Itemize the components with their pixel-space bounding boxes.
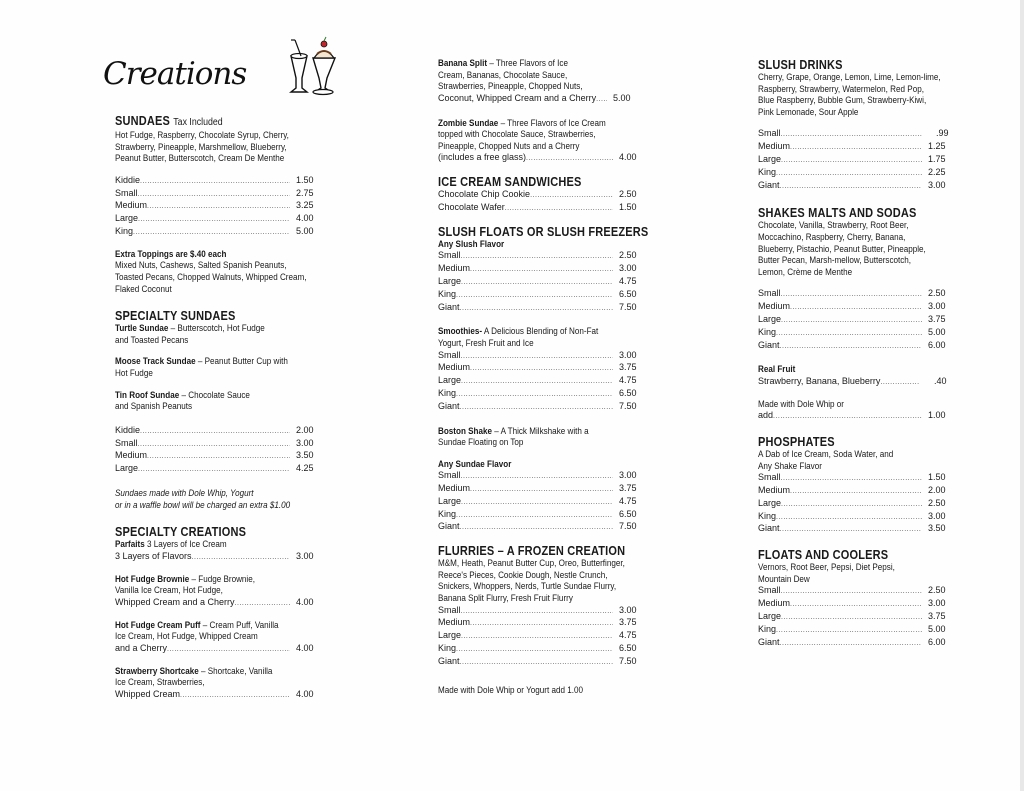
price-row: King ..... 6.50 — [438, 509, 643, 522]
menu-item-zombie-sundae: Zombie Sundae – Three Flavors of Ice Cream topped with Chocolate Sauce, Strawberries, Pineapple, Chopped Nuts and a Cherry (includes a free glass) ..... 4.00 — [438, 118, 643, 166]
price-row: Small ..... 3.00 — [438, 350, 643, 363]
price-row: Large ..... 4.75 — [438, 630, 643, 643]
description-line: Mountain Dew — [758, 573, 810, 584]
price-row: King ..... 5.00 — [758, 327, 958, 340]
menu-item-turtle: Turtle Sundae – Butterscotch, Hot Fudge and Toasted Pecans — [115, 323, 265, 345]
description-line: Banana Split Flurry, Fresh Fruit Flurry — [438, 593, 573, 604]
price-row: Small ..... 1.50 — [758, 472, 958, 485]
price-row: Kiddie ..... 2.00 — [115, 425, 320, 438]
price-row: Medium ..... 1.25 — [758, 141, 958, 154]
section-title: SPECIALTY SUNDAES — [115, 309, 236, 324]
toppings-title: Extra Toppings are $.40 each — [115, 248, 227, 259]
flurries-section — [438, 544, 643, 696]
section-title: ICE CREAM SANDWICHES — [438, 175, 582, 190]
price-row: Large ..... 3.75 — [758, 314, 958, 327]
price-row: Medium ..... 3.75 — [438, 483, 643, 496]
description-line: Peanut Butter, Butterscotch, Cream De Menthe — [115, 153, 285, 164]
price-row: Medium ..... 3.75 — [438, 617, 643, 630]
price-row: Large ..... 3.75 — [758, 611, 958, 624]
price-row: Giant ..... 6.00 — [758, 340, 958, 353]
price-row: Small ..... 3.00 — [438, 605, 643, 618]
menu-item-real-fruit: Real Fruit Strawberry, Banana, Blueberry ..... .40 — [758, 364, 958, 388]
section-title: SUNDAES Tax Included — [115, 114, 223, 128]
section-title: FLOATS AND COOLERS — [758, 548, 889, 563]
shakes-malts-sodas-section — [758, 206, 958, 423]
menu-item-dole-whip: Made with Dole Whip or add ..... 1.00 — [758, 399, 958, 423]
description-line: Snickers, Whoppers, Nerds, Turtle Sundae Flurry, — [438, 581, 617, 592]
price-row: Large ..... 1.75 — [758, 154, 958, 167]
price-row: Giant ..... 3.00 — [758, 180, 958, 193]
brand-title: Creations — [103, 56, 247, 92]
price-row: Large ..... 4.00 — [115, 213, 320, 226]
slush-drinks-section — [758, 58, 958, 192]
description-line: Reece's Pieces, Cookie Dough, Nestle Crunch, — [438, 569, 608, 580]
price-row: King ..... 2.25 — [758, 167, 958, 180]
price-row: King ..... 6.50 — [438, 289, 643, 302]
description-line: Blue Raspberry, Bubble Gum, Strawberry-Kiwi, — [758, 95, 927, 106]
price-row: Large ..... 4.25 — [115, 463, 320, 476]
price-row: Small ..... 3.00 — [438, 470, 643, 483]
price-row: King ..... 3.00 — [758, 511, 958, 524]
price-row: Medium ..... 3.75 — [438, 362, 643, 375]
description-line: Pink Lemonade, Sour Apple — [758, 106, 859, 117]
price-row: Small ..... 2.75 — [115, 188, 320, 201]
price-row: Small ..... 2.50 — [758, 288, 958, 301]
menu-column-middle — [438, 58, 649, 696]
slush-floats-section — [438, 224, 649, 535]
ice-cream-sandwiches-section — [438, 175, 643, 215]
price-row: Medium ..... 3.00 — [758, 301, 958, 314]
section-subtitle: Any Slush Flavor — [438, 238, 505, 249]
toppings-line: Flaked Coconut — [115, 283, 172, 294]
description-line: Any Shake Flavor — [758, 460, 822, 471]
menu-item-hot-fudge-brownie: Hot Fudge Brownie – Fudge Brownie, Vanilla Ice Cream, Hot Fudge, Whipped Cream and a Cherry ..... 4.00 — [115, 574, 320, 610]
price-row: King ..... 5.00 — [115, 226, 320, 239]
section-title: SLUSH FLOATS OR SLUSH FREEZERS — [438, 224, 649, 239]
menu-item-moose-track: Moose Track Sundae – Peanut Butter Cup with Hot Fudge — [115, 356, 288, 378]
section-title: SHAKES MALTS AND SODAS — [758, 206, 917, 221]
floats-coolers-section — [758, 548, 958, 649]
description-line: Chocolate, Vanilla, Strawberry, Root Beer, — [758, 220, 909, 231]
price-row: King ..... 6.50 — [438, 643, 643, 656]
price-row: Giant ..... 6.00 — [758, 637, 958, 650]
price-row: Giant ..... 7.50 — [438, 521, 643, 534]
price-row: Chocolate Chip Cookie ..... 2.50 — [438, 189, 643, 202]
price-row: Giant ..... 3.50 — [758, 523, 958, 536]
description-line: Raspberry, Strawberry, Watermelon, Red Pop, — [758, 83, 924, 94]
specialty-sundaes-section — [115, 309, 320, 511]
price-row: Small ..... .99 — [758, 128, 958, 141]
menu-item-parfaits: Parfaits 3 Layers of Ice Cream 3 Layers of Flavors ..... 3.00 — [115, 539, 320, 563]
menu-item-hot-fudge-cream-puff: Hot Fudge Cream Puff – Cream Puff, Vanilla Ice Cream, Hot Fudge, Whipped Cream and a Cherry ..... 4.00 — [115, 620, 320, 656]
price-row: Chocolate Wafer ..... 1.50 — [438, 202, 643, 215]
section-title: PHOSPHATES — [758, 435, 835, 450]
scan-edge — [1020, 0, 1024, 791]
description-line: Vernors, Root Beer, Pepsi, Diet Pepsi, — [758, 562, 895, 573]
section-title: FLURRIES – A FROZEN CREATION — [438, 544, 626, 559]
price-row: King ..... 6.50 — [438, 388, 643, 401]
menu-item-smoothies: Smoothies- A Delicious Blending of Non-Fat Yogurt, Fresh Fruit and Ice Small ..... 3.00 Medium ..... 3.75 Large ..... 4.75 King ..... 6.50 Giant ..... 7.50 — [438, 326, 643, 413]
price-row: Giant ..... 7.50 — [438, 401, 643, 414]
description-line: Moccachino, Raspberry, Cherry, Banana, — [758, 231, 906, 242]
menu-item-strawberry-shortcake: Strawberry Shortcake – Shortcake, Vanilla Ice Cream, Strawberries, Whipped Cream ..... 4.00 — [115, 666, 320, 702]
phosphates-section — [758, 435, 958, 536]
toppings-line: Mixed Nuts, Cashews, Salted Spanish Peanuts, — [115, 260, 287, 271]
toppings-line: Toasted Pecans, Chopped Walnuts, Whipped Cream, — [115, 271, 307, 282]
milkshake-sundae-icon — [285, 36, 345, 98]
price-row: Large ..... 4.75 — [438, 276, 643, 289]
price-row: Medium ..... 3.00 — [438, 263, 643, 276]
description-line: Strawberry, Pineapple, Marshmellow, Blueberry, — [115, 141, 287, 152]
price-row: Small ..... 3.00 — [115, 438, 320, 451]
description-line: Hot Fudge, Raspberry, Chocolate Syrup, Cherry, — [115, 130, 289, 140]
price-row: King ..... 5.00 — [758, 624, 958, 637]
description-line: M&M, Heath, Peanut Butter Cup, Oreo, Butterfinger, — [438, 558, 625, 569]
menu-column-left — [103, 48, 320, 702]
section-title: SPECIALTY CREATIONS — [115, 525, 247, 540]
brand-header — [103, 48, 320, 112]
price-row: Large ..... 4.75 — [438, 496, 643, 509]
description-line: Blueberry, Pistachio, Peanut Butter, Pineapple, — [758, 243, 926, 254]
specialty-creations-section — [115, 525, 320, 701]
price-row: Kiddie ..... 1.50 — [115, 175, 320, 188]
description-line: A Dab of Ice Cream, Soda Water, and — [758, 449, 894, 460]
price-row: Giant ..... 7.50 — [438, 656, 643, 669]
price-row: Giant ..... 7.50 — [438, 302, 643, 315]
price-row: Medium ..... 3.25 — [115, 200, 320, 213]
price-row: Large ..... 4.75 — [438, 375, 643, 388]
section-title: SLUSH DRINKS — [758, 58, 843, 72]
description-line: Lemon, Crème de Menthe — [758, 266, 853, 277]
menu-item-tin-roof: Tin Roof Sundae – Chocolate Sauce and Spanish Peanuts — [115, 389, 250, 412]
note-line: or in a waffle bowl will be charged an extra $1.00 — [115, 499, 291, 510]
sundaes-section — [115, 114, 320, 295]
price-row: Small ..... 2.50 — [758, 585, 958, 598]
description-line: Cherry, Grape, Orange, Lemon, Lime, Lemon-lime, — [758, 72, 941, 82]
menu-item-boston-shake: Boston Shake – A Thick Milkshake with a Sundae Floating on Top Any Sundae Flavor Small ..... 3.00 Medium ..... 3.75 Large ..... 4.75 King ..... 6.50 Giant ..... 7.50 — [438, 426, 643, 535]
note-line: Sundaes made with Dole Whip, Yogurt — [115, 487, 254, 498]
menu-column-right — [758, 58, 958, 649]
price-row: Medium ..... 3.50 — [115, 450, 320, 463]
description-line: Butter Pecan, Marsh-mellow, Butterscotch, — [758, 255, 912, 266]
price-row: Medium ..... 3.00 — [758, 598, 958, 611]
price-row: Large ..... 2.50 — [758, 498, 958, 511]
menu-item-banana-split: Banana Split – Three Flavors of Ice Cream, Bananas, Chocolate Sauce, Strawberries, Pineapple, Chopped Nuts, Coconut, Whipped Cream and a Cherry ..... 5.00 — [438, 58, 643, 106]
price-row: Small ..... 2.50 — [438, 250, 643, 263]
price-row: Medium ..... 2.00 — [758, 485, 958, 498]
flurries-note: Made with Dole Whip or Yogurt add 1.00 — [438, 684, 583, 695]
